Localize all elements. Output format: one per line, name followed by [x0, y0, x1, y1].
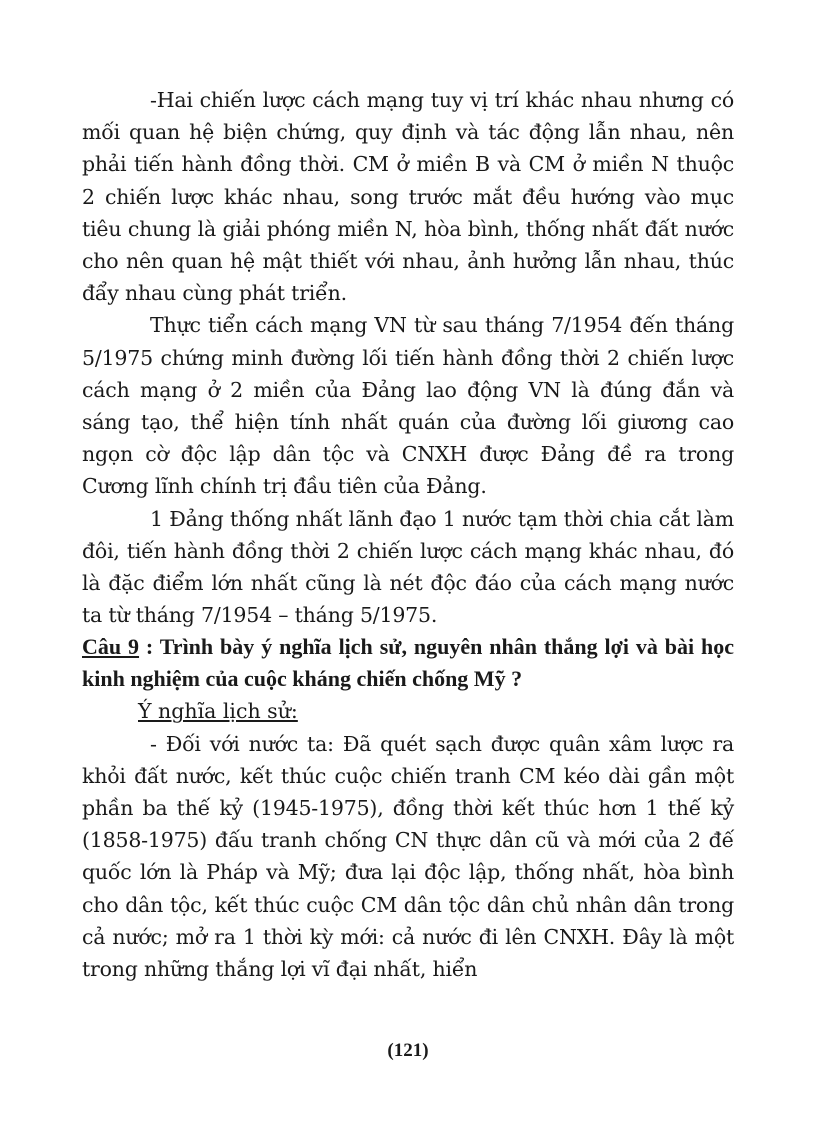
paragraph-party-leadership: 1 Đảng thống nhất lãnh đạo 1 nước tạm thời chia cắt làm đôi, tiến hành đồng thời 2 chiến lược cách mạng khác nhau, đó là đặc điểm lớn nhất cũng là nét độc đáo của cách mạng nước ta từ tháng 7/1954 – tháng 5/1975. — [82, 506, 734, 628]
question-label: Câu 9 — [82, 634, 140, 660]
section-heading: Ý nghĩa lịch sử: — [138, 699, 298, 724]
paragraph-two-strategies: -Hai chiến lược cách mạng tuy vị trí khác nhau nhưng có mối quan hệ biện chứng, quy định và tác động lẫn nhau, nên phải tiến hành đồng thời. CM ở miền B và CM ở miền N thuộc 2 chiến lược khác nhau, song trước mắt đều hướng vào mục tiêu chung là giải phóng miền N, hòa bình, thống nhất đất nước cho nên quan hệ mật thiết với nhau, ảnh hưởng lẫn nhau, thúc đẩy nhau cùng phát triển. — [82, 88, 734, 306]
paragraph-revolution-practice: Thực tiển cách mạng VN từ sau tháng 7/1954 đến tháng 5/1975 chứng minh đường lối tiến hành đồng thời 2 chiến lược cách mạng ở 2 miền của Đảng lao động VN là đúng đắn và sáng tạo, thể hiện tính nhất quán của đường lối giương cao ngọn cờ độc lập dân tộc và CNXH được Đảng đề ra trong Cương lĩnh chính trị đầu tiên của Đảng. — [82, 313, 734, 499]
question-text: : Trình bày ý nghĩa lịch sử, nguyên nhân thắng lợi và bài học kinh nghiệm của cuộc kháng chiến chống Mỹ ? — [82, 634, 734, 692]
question-heading — [82, 631, 734, 695]
page-body — [82, 84, 734, 985]
paragraph-historical-meaning: - Đối với nước ta: Đã quét sạch được quân xâm lược ra khỏi đất nước, kết thúc cuộc chiến tranh CM kéo dài gần một phần ba thế kỷ (1945-1975), đồng thời kết thúc hơn 1 thế kỷ (1858-1975) đấu tranh chống CN thực dân cũ và mới của 2 đế quốc lớn là Pháp và Mỹ; đưa lại độc lập, thống nhất, hòa bình cho dân tộc, kết thúc cuộc CM dân tộc dân chủ nhân dân trong cả nước; mở ra 1 thời kỳ mới: cả nước đi lên CNXH. Đây là một trong những thắng lợi vĩ đại nhất, hiển — [82, 731, 734, 982]
page-number: (121) — [387, 1040, 429, 1061]
